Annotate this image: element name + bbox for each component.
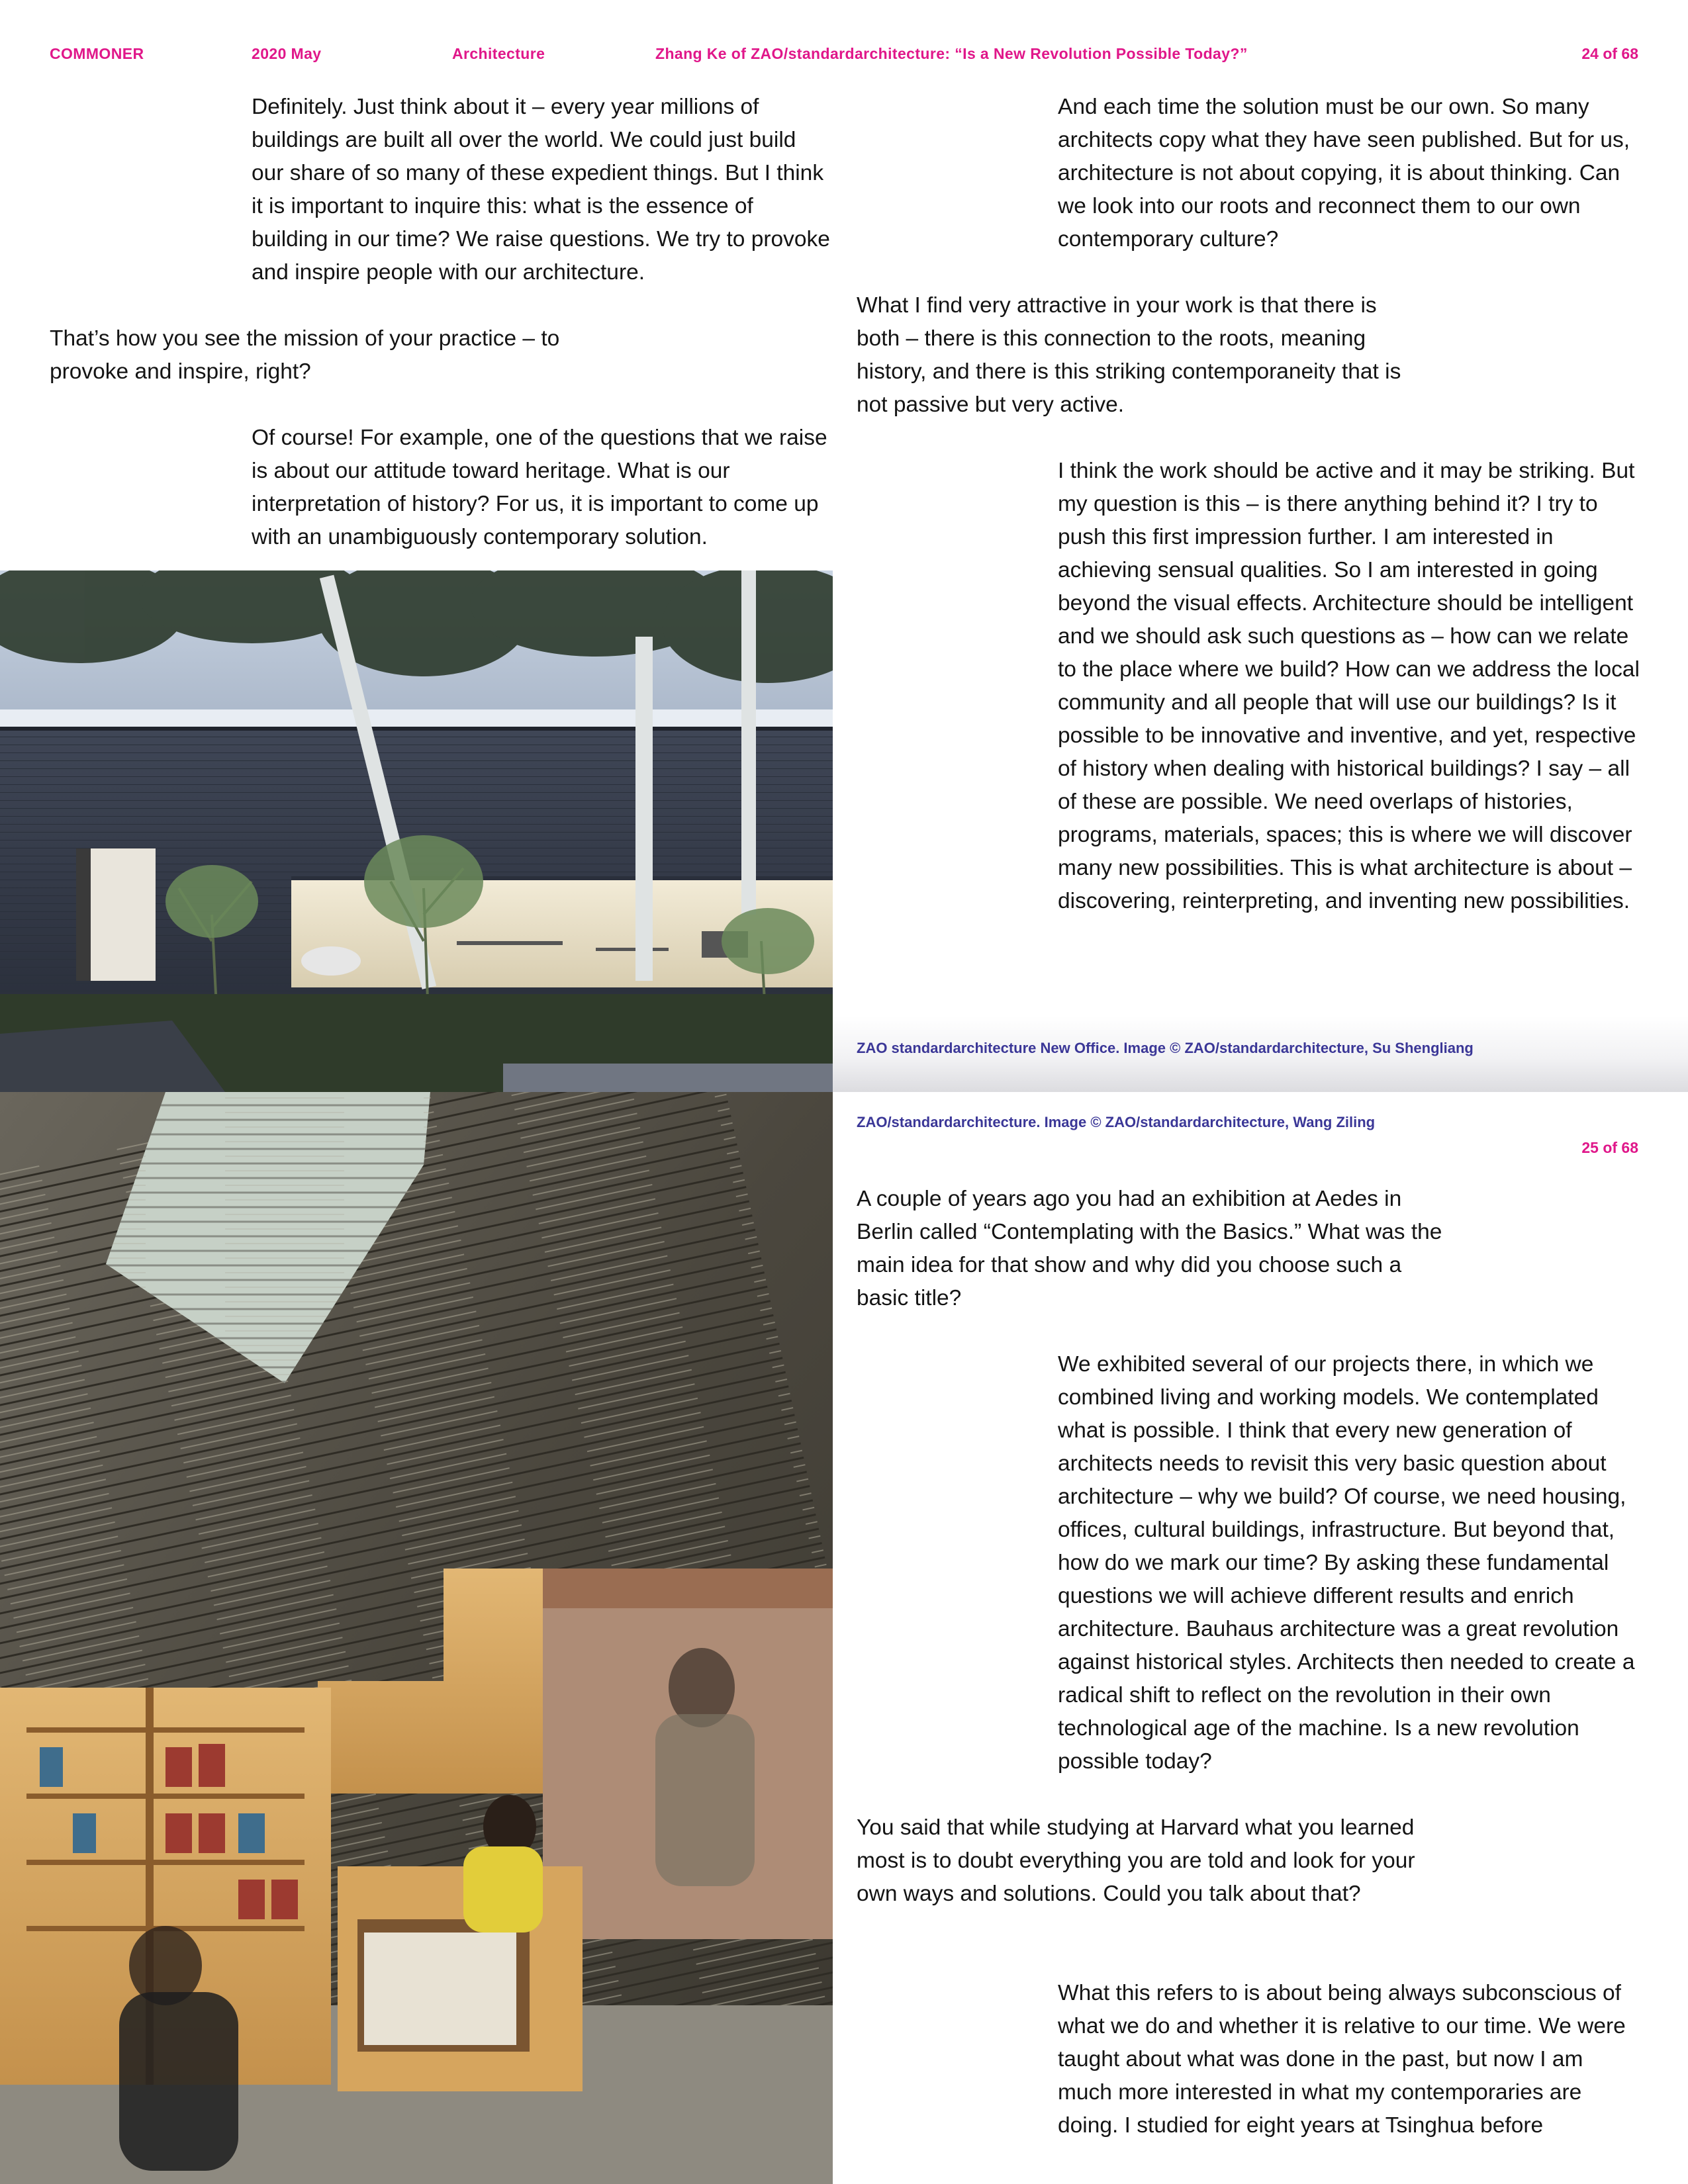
page-number-top: 24 of 68 — [1581, 45, 1638, 62]
answer-5: What this refers to is about being always subconscious of what we do and whether it is relative to our time. We were taught about what was done in the past, but now I am much more interested in what my contemporaries are doing. I studied for eight years at Tsinghua before — [1058, 1981, 1626, 2138]
photo-caption-2: ZAO/standardarchitecture. Image © ZAO/standardarchitecture, Wang Ziling — [857, 1114, 1376, 1130]
office-courtyard-photo — [0, 570, 833, 1092]
page-number-mid: 25 of 68 — [1581, 1139, 1638, 1156]
answer-2-continued: And each time the solution must be our own. So many architects copy what they have seen published. But for us, architecture is not about copying, it is about thinking. Can we look into our roots and reconnect them to our own contemporary culture? — [1058, 95, 1630, 251]
question-1: That’s how you see the mission of your practice – to provoke and inspire, right? — [50, 326, 560, 384]
photo-caption-1: ZAO standardarchitecture New Office. Image © ZAO/standardarchitecture, Su Shengliang — [857, 1040, 1474, 1056]
article-title: Zhang Ke of ZAO/standardarchitecture: “Is a New Revolution Possible Today?” — [655, 45, 1248, 62]
question-2: What I find very attractive in your work is that there is both – there is this connection to the roots, meaning history, and there is this striking contemporaneity that is not passive but very active. — [857, 293, 1401, 417]
answer-1: Definitely. Just think about it – every year millions of buildings are built all over the world. We could just build our share of so many of these expedient things. But I think it is important to inquire this: what is the essence of building in our time? We raise questions. We try to provoke and inspire people with our architecture. — [252, 95, 830, 285]
question-3: A couple of years ago you had an exhibition at Aedes in Berlin called “Contemplating with the Basics.” What was the main idea for that show and why did you choose such a basic title? — [857, 1187, 1442, 1310]
answer-2: Of course! For example, one of the questions that we raise is about our attitude toward heritage. What is our interpretation of history? For us, it is important to come up with an unambiguously contemporary solution. — [252, 426, 827, 549]
answer-4: We exhibited several of our projects there, in which we combined living and working models. We contemplated what is possible. I think that every new generation of architects needs to revisit this very basic question about architecture – why we build? Of course, we need housing, offices, cultural buildings, infrastructure. But beyond that, how do we mark our time? By asking these fundamental questions we will achieve different results and enrich architecture. Bauhaus architecture was a great revolution against historical styles. Architects then needed to create a radical shift to reflect on the revolution in their own technological age of the machine. Is a new revolution possible today? — [1058, 1352, 1635, 1774]
interior-library-photo — [0, 1092, 833, 2184]
question-4: You said that while studying at Harvard what you learned most is to doubt everything you are told and look for your own ways and solutions. Could you talk about that? — [857, 1815, 1415, 1906]
issue-date: 2020 May — [252, 45, 322, 62]
section-label: Architecture — [452, 45, 545, 62]
magazine-name: COMMONER — [50, 45, 144, 62]
answer-3: I think the work should be active and it may be striking. But my question is this – is there anything behind it? I try to push this first impression further. I am interested in achieving sensual qualities. So I am interested in going beyond the visual effects. Architecture should be intelligent and we should ask such questions as – how can we relate to the place where we build? How can we address the local community and all people that will use our buildings? Is it possible to be innovative and inventive, and yet, respective of history when dealing with historical buildings? I say – all of these are possible. We need overlaps of histories, programs, materials, spaces; this is where we will discover many new possibilities. This is what architecture is about – discovering, reinterpreting, and inventing new possibilities. — [1058, 459, 1640, 913]
